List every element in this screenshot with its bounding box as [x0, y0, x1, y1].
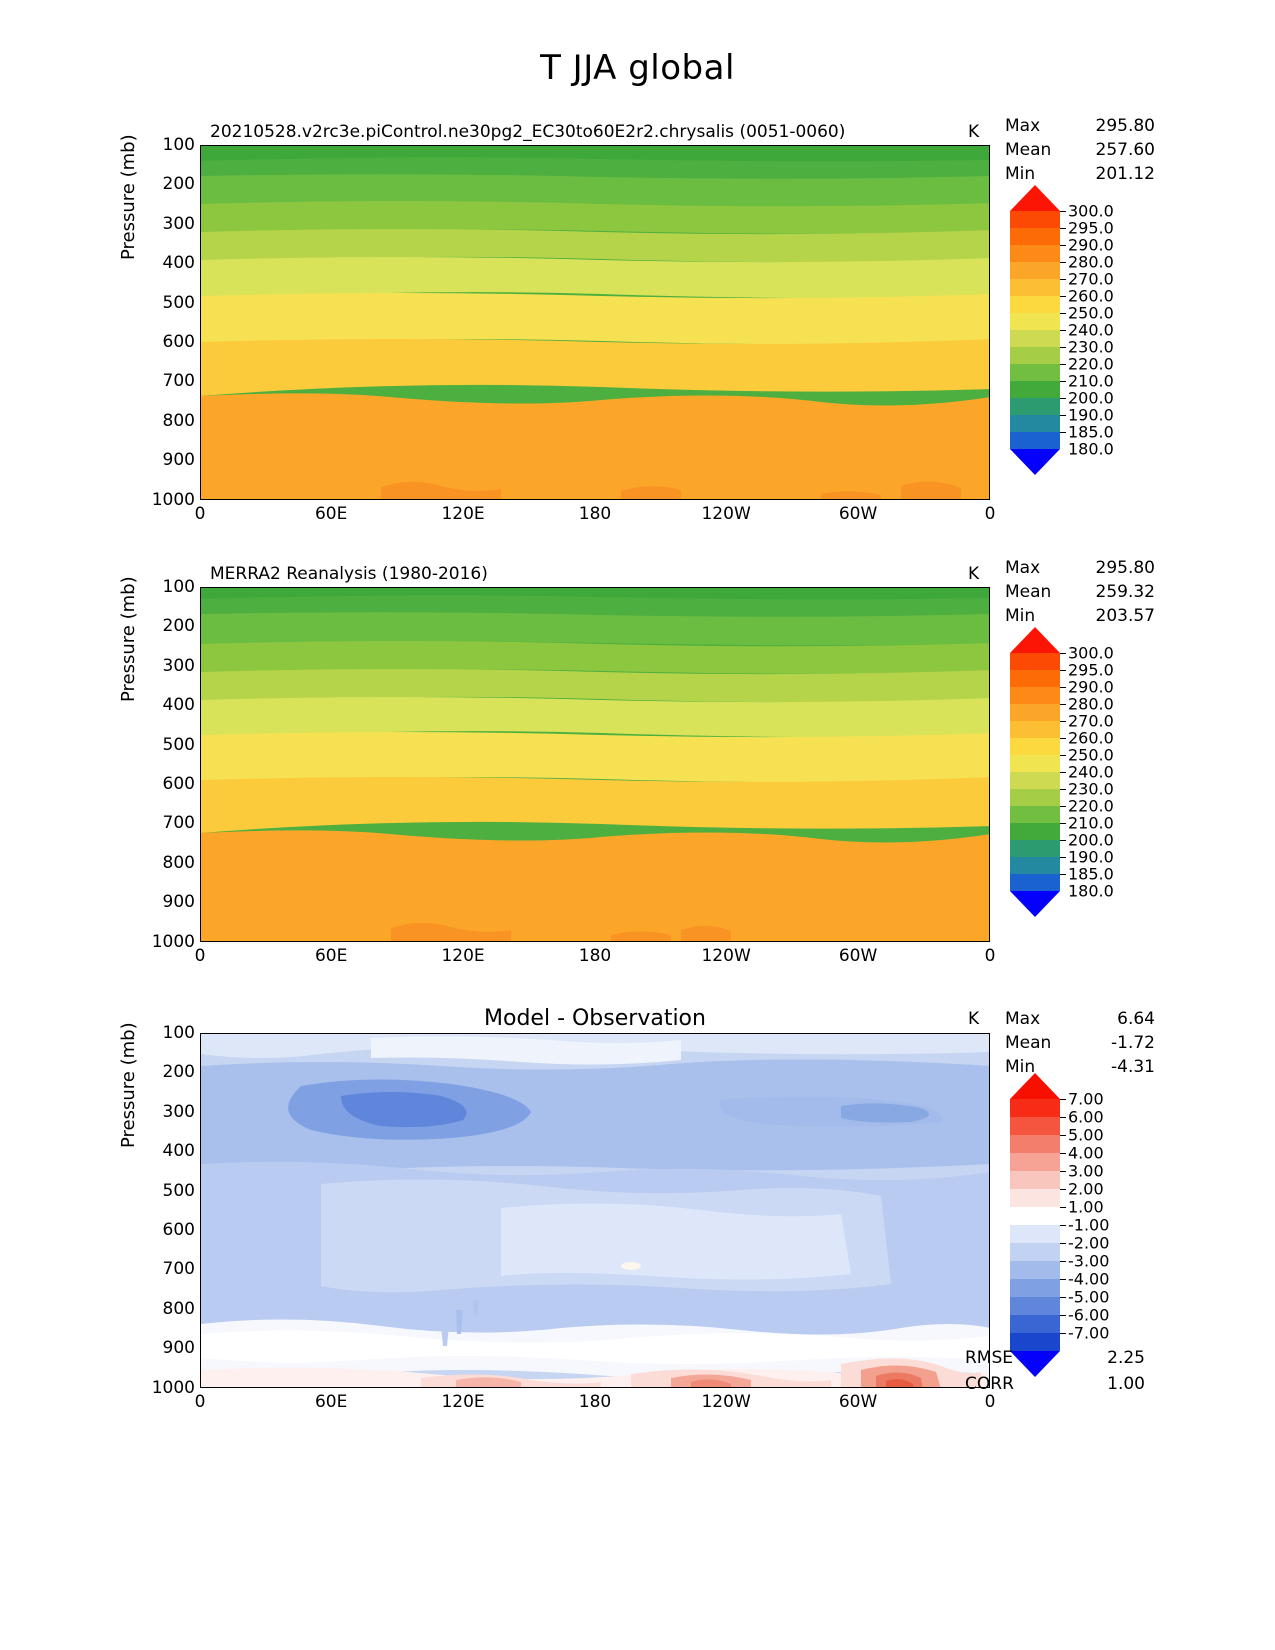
- colorbar-label: 270.0: [1068, 711, 1114, 731]
- colorbar-label: 220.0: [1068, 354, 1114, 374]
- y-tick: 200: [162, 616, 195, 637]
- y-tick: 300: [162, 655, 195, 676]
- colorbar-label: -5.00: [1068, 1287, 1110, 1307]
- x-tick: 0: [984, 1392, 996, 1412]
- stat-label-min: Min: [1005, 606, 1036, 626]
- panel-model-stats: [1005, 114, 1155, 186]
- x-tick: 120E: [441, 946, 485, 966]
- colorbar-label: -7.00: [1068, 1323, 1110, 1343]
- y-tick: 600: [162, 774, 195, 795]
- colorbar-label: -4.00: [1068, 1269, 1110, 1289]
- colorbar-label: 185.0: [1068, 422, 1114, 442]
- y-axis-ticks: [100, 135, 195, 510]
- y-axis-label: Pressure (mb): [118, 576, 139, 702]
- y-axis-label: Pressure (mb): [118, 1022, 139, 1148]
- x-axis-ticks: [194, 1392, 996, 1422]
- x-tick: 120E: [441, 504, 485, 524]
- y-tick: 100: [162, 577, 195, 597]
- panel-observation-subtitle: MERRA2 Reanalysis (1980-2016): [210, 564, 488, 584]
- y-tick: 300: [162, 1101, 195, 1122]
- colorbar-label: -6.00: [1068, 1305, 1110, 1325]
- colorbar-label: 250.0: [1068, 303, 1114, 323]
- colorbar-label: 295.0: [1068, 218, 1114, 238]
- y-tick: 500: [162, 734, 195, 755]
- stat-value-max: 295.80: [1095, 116, 1155, 136]
- colorbar-label: 240.0: [1068, 320, 1114, 340]
- colorbar-label: 180.0: [1068, 881, 1114, 901]
- colorbar-label: 290.0: [1068, 235, 1114, 255]
- contour-svg-model: [201, 146, 990, 500]
- x-tick: 0: [194, 504, 206, 524]
- colorbar-label: 300.0: [1068, 201, 1114, 221]
- colorbar-label: 2.00: [1068, 1179, 1104, 1199]
- y-tick: 500: [162, 292, 195, 313]
- colorbar-label: 180.0: [1068, 439, 1114, 459]
- y-tick: 1000: [151, 1378, 195, 1398]
- x-tick: 120W: [701, 946, 751, 966]
- colorbar-labels: [1010, 1073, 1150, 1377]
- colorbar-label: 190.0: [1068, 847, 1114, 867]
- colorbar-label: 230.0: [1068, 779, 1114, 799]
- y-tick: 800: [162, 1298, 195, 1319]
- x-tick: 120E: [441, 1392, 485, 1412]
- y-tick: 300: [162, 213, 195, 234]
- metric-value-corr: 1.00: [1107, 1374, 1145, 1394]
- x-tick: 60E: [314, 946, 348, 966]
- y-tick: 400: [162, 695, 195, 716]
- metric-value-rmse: 2.25: [1107, 1348, 1145, 1368]
- colorbar-labels: [1010, 627, 1150, 917]
- colorbar-label: 1.00: [1068, 1197, 1104, 1217]
- y-tick: 200: [162, 174, 195, 195]
- y-tick: 100: [162, 135, 195, 155]
- stat-label-mean: Mean: [1005, 582, 1052, 602]
- x-axis-ticks: [194, 946, 996, 976]
- colorbar-label: 210.0: [1068, 813, 1114, 833]
- colorbar-label: 190.0: [1068, 405, 1114, 425]
- x-tick: 60W: [838, 1392, 878, 1412]
- y-tick: 700: [162, 371, 195, 392]
- colorbar-label: 210.0: [1068, 371, 1114, 391]
- y-tick: 400: [162, 253, 195, 274]
- colorbar-label: 220.0: [1068, 796, 1114, 816]
- y-axis-label: Pressure (mb): [118, 134, 139, 260]
- contour-plot-difference: [200, 1033, 990, 1388]
- x-tick: 180: [578, 504, 612, 524]
- metric-label-corr: CORR: [965, 1374, 1014, 1394]
- x-tick: 0: [194, 1392, 206, 1412]
- panel-difference-stats: [1005, 1007, 1155, 1079]
- colorbar-label: 260.0: [1068, 728, 1114, 748]
- contour-svg-difference: [201, 1034, 990, 1388]
- y-tick: 600: [162, 332, 195, 353]
- stat-value-mean: -1.72: [1111, 1033, 1155, 1053]
- colorbar-label: 300.0: [1068, 643, 1114, 663]
- stat-value-min: -4.31: [1111, 1057, 1155, 1077]
- x-tick: 60E: [314, 1392, 348, 1412]
- stat-label-min: Min: [1005, 164, 1036, 184]
- panel-difference-subtitle: Model - Observation: [484, 1006, 706, 1031]
- colorbar-label: -3.00: [1068, 1251, 1110, 1271]
- x-tick: 180: [578, 1392, 612, 1412]
- colorbar-label: 250.0: [1068, 745, 1114, 765]
- colorbar-label: 290.0: [1068, 677, 1114, 697]
- y-tick: 900: [162, 892, 195, 913]
- y-tick: 700: [162, 813, 195, 834]
- stat-label-max: Max: [1005, 116, 1041, 136]
- colorbar-label: 230.0: [1068, 337, 1114, 357]
- x-tick: 60W: [838, 504, 878, 524]
- y-tick: 700: [162, 1259, 195, 1280]
- y-tick: 200: [162, 1062, 195, 1083]
- x-tick: 0: [984, 504, 996, 524]
- y-tick: 100: [162, 1023, 195, 1043]
- colorbar-label: 200.0: [1068, 388, 1114, 408]
- panel-model-units: K: [968, 122, 980, 142]
- stat-label-mean: Mean: [1005, 140, 1052, 160]
- difference-metrics: [965, 1345, 1145, 1397]
- stat-value-max: 6.64: [1117, 1009, 1155, 1029]
- y-tick: 800: [162, 410, 195, 431]
- y-tick: 400: [162, 1141, 195, 1162]
- colorbar-label: 200.0: [1068, 830, 1114, 850]
- x-tick: 60W: [838, 946, 878, 966]
- stat-label-max: Max: [1005, 1009, 1041, 1029]
- panel-model-subtitle: 20210528.v2rc3e.piControl.ne30pg2_EC30to60E2r2.chrysalis (0051-0060): [210, 122, 846, 142]
- contour-plot-model: [200, 145, 990, 500]
- x-tick: 60E: [314, 504, 348, 524]
- colorbar-label: -2.00: [1068, 1233, 1110, 1253]
- metric-label-rmse: RMSE: [965, 1348, 1014, 1368]
- colorbar-difference: [1010, 1073, 1110, 1377]
- panel-difference-units: K: [968, 1009, 980, 1029]
- colorbar-model: [1010, 185, 1114, 475]
- x-tick: 0: [194, 946, 206, 966]
- contour-svg-observation: [201, 588, 990, 942]
- stat-value-min: 203.57: [1095, 606, 1155, 626]
- stat-label-min: Min: [1005, 1057, 1036, 1077]
- colorbar-label: 280.0: [1068, 252, 1114, 272]
- stat-value-mean: 259.32: [1095, 582, 1155, 602]
- y-axis-ticks: [100, 1023, 195, 1398]
- y-tick: 800: [162, 852, 195, 873]
- x-tick: 120W: [701, 1392, 751, 1412]
- colorbar-observation: [1010, 627, 1114, 917]
- panel-observation-stats: [1005, 556, 1155, 628]
- page-title: T JJA global: [540, 48, 735, 88]
- colorbar-label: 295.0: [1068, 660, 1114, 680]
- x-tick: 120W: [701, 504, 751, 524]
- colorbar-label: 270.0: [1068, 269, 1114, 289]
- colorbar-labels: [1010, 185, 1150, 475]
- colorbar-label: 3.00: [1068, 1161, 1104, 1181]
- contour-plot-observation: [200, 587, 990, 942]
- colorbar-label: 260.0: [1068, 286, 1114, 306]
- colorbar-label: 240.0: [1068, 762, 1114, 782]
- y-tick: 600: [162, 1220, 195, 1241]
- y-tick: 1000: [151, 490, 195, 510]
- y-axis-ticks: [100, 577, 195, 952]
- y-tick: 900: [162, 450, 195, 471]
- colorbar-label: 5.00: [1068, 1125, 1104, 1145]
- y-tick: 900: [162, 1338, 195, 1359]
- x-axis-ticks: [194, 504, 996, 534]
- y-tick: 500: [162, 1180, 195, 1201]
- colorbar-label: -1.00: [1068, 1215, 1110, 1235]
- stat-value-min: 201.12: [1095, 164, 1155, 184]
- colorbar-label: 4.00: [1068, 1143, 1104, 1163]
- x-tick: 180: [578, 946, 612, 966]
- colorbar-label: 280.0: [1068, 694, 1114, 714]
- stat-value-mean: 257.60: [1095, 140, 1155, 160]
- colorbar-label: 7.00: [1068, 1089, 1104, 1109]
- stat-value-max: 295.80: [1095, 558, 1155, 578]
- stat-label-mean: Mean: [1005, 1033, 1052, 1053]
- colorbar-label: 6.00: [1068, 1107, 1104, 1127]
- panel-observation-units: K: [968, 564, 980, 584]
- x-tick: 0: [984, 946, 996, 966]
- stat-label-max: Max: [1005, 558, 1041, 578]
- y-tick: 1000: [151, 932, 195, 952]
- colorbar-label: 185.0: [1068, 864, 1114, 884]
